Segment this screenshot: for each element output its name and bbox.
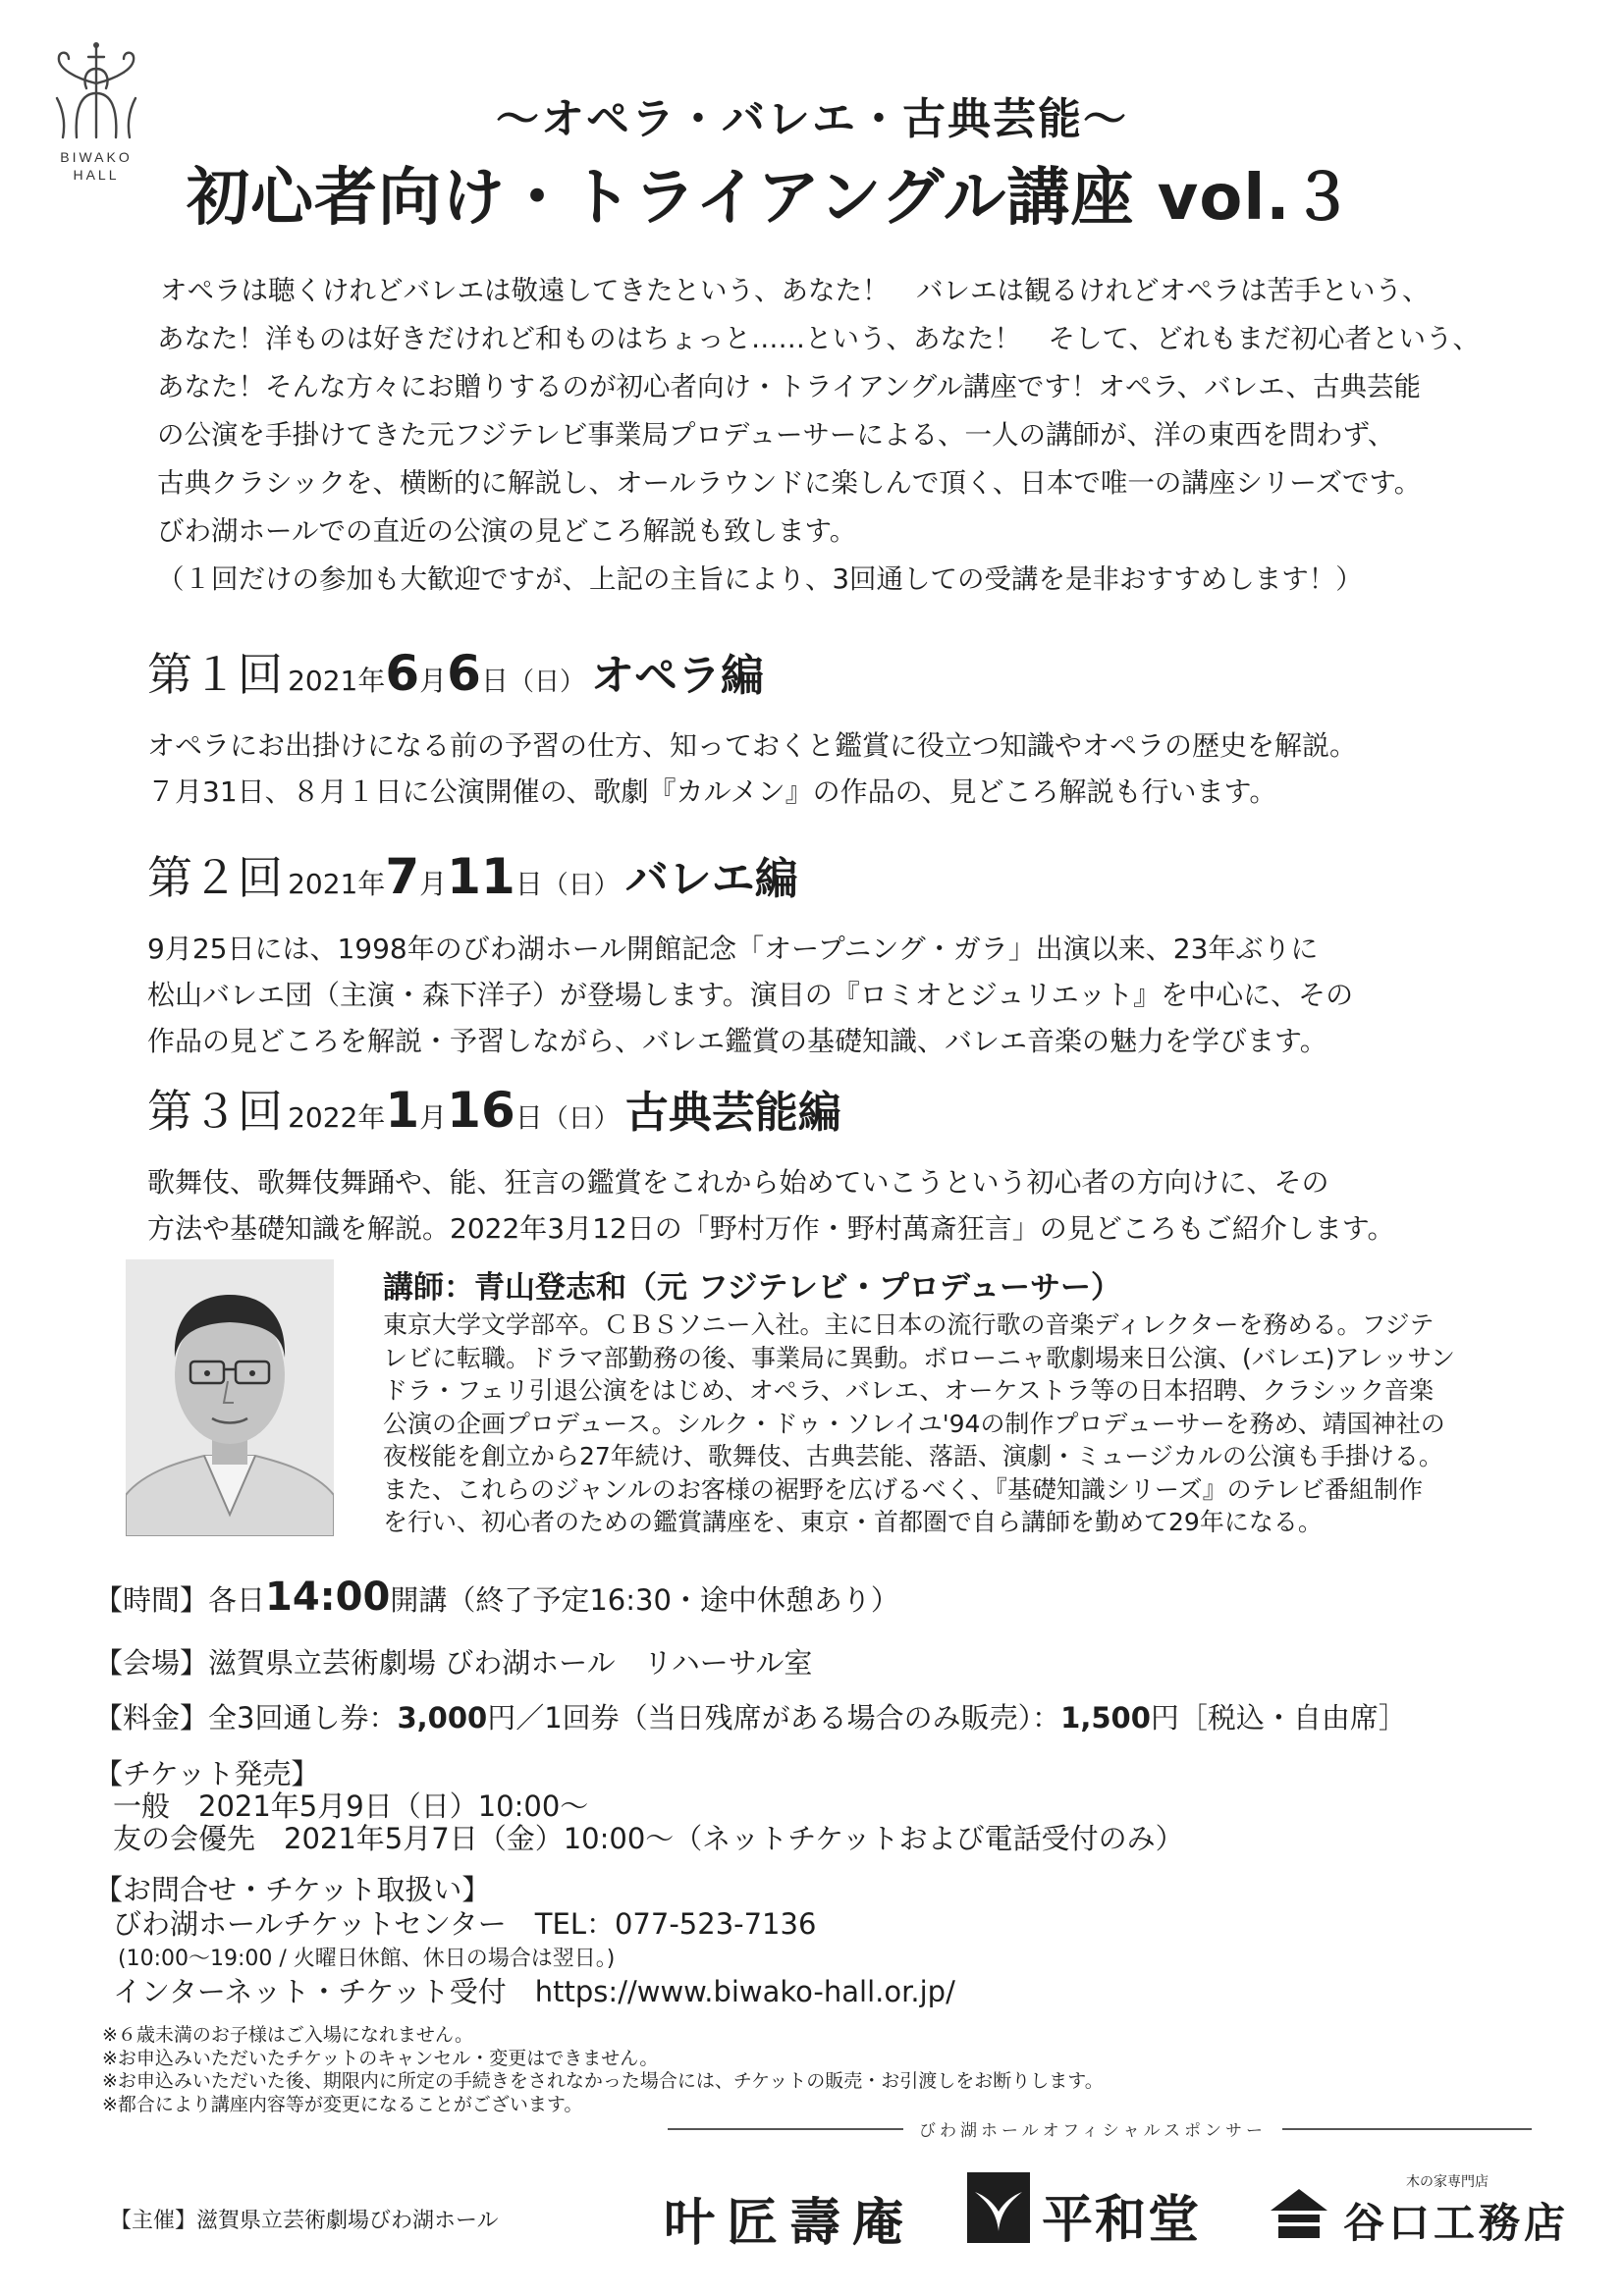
session-month: 6: [385, 645, 420, 702]
session-label-suffix: 回: [238, 648, 283, 701]
info-time: [94, 1575, 899, 1620]
session-year: 2022年: [288, 1101, 386, 1134]
session-1-heading: [147, 644, 764, 715]
session-3-body: [147, 1159, 1522, 1252]
session-weekday: （日）: [508, 667, 585, 697]
page-title: 初心者向け・トライアングル講座 vol.３: [187, 162, 1355, 235]
session-body-line: 9月25日には、1998年のびわ湖ホール開館記念「オープニング・ガラ」出演以来、23年ぶりに: [147, 933, 1319, 965]
heiwado-text: 平和堂: [1042, 2191, 1202, 2250]
session-2-heading: [147, 847, 798, 918]
lecturer-name: 講師：青山登志和（元 フジテレビ・プロデューサー）: [383, 1270, 1121, 1306]
lecturer-bio-line: を行い、初心者のための鑑賞講座を、東京・首都圏で自ら講師を勤めて29年になる。: [383, 1508, 1323, 1536]
note-line: ※都合により講座内容等が変更になることがございます。: [102, 2093, 583, 2115]
sponsor-label: びわ湖ホールオフィシャルスポンサー: [903, 2116, 1282, 2141]
session-body-line: 歌舞伎、歌舞伎舞踊や、能、狂言の鑑賞をこれから始めていこうという初心者の方向けに、その: [147, 1166, 1329, 1199]
session-day: 11: [447, 848, 515, 905]
time-label: 【時間】各日: [94, 1583, 266, 1617]
contact-center: びわ湖ホールチケットセンター TEL：077-523-7136: [113, 1907, 817, 1941]
time-value: 14:00: [265, 1575, 391, 1620]
intro-text: [157, 267, 1535, 604]
session-label-prefix: 第: [147, 851, 192, 904]
intro-line: （１回だけの参加も大歓迎ですが、上記の主旨により、3回通しての受講を是非おすすめします！）: [157, 563, 1363, 595]
info-venue: 【会場】滋賀県立芸術劇場 びわ湖ホール リハーサル室: [94, 1646, 813, 1680]
session-weekday: （日）: [542, 871, 620, 900]
session-day-unit: 日: [480, 665, 509, 697]
session-number: ２: [192, 851, 238, 904]
session-genre: 古典芸能編: [624, 1088, 841, 1138]
session-body-line: オペラにお出掛けになる前の予習の仕方、知っておくと鑑賞に役立つ知識やオペラの歴史を解説。: [147, 729, 1358, 762]
session-day: 16: [447, 1082, 515, 1139]
logo-text-biwako: BIWAKO: [60, 149, 133, 165]
fee-mid: 円／1回券（当日残席がある場合のみ販売）：: [487, 1701, 1061, 1735]
ticket-member: 友の会優先 2021年5月7日（金）10:00～（ネットチケットおよび電話受付のみ）: [113, 1822, 1184, 1855]
info-fee: [94, 1696, 1407, 1736]
session-genre: バレエ編: [624, 854, 798, 904]
intro-line: の公演を手掛けてきた元フジテレビ事業局プロデューサーによる、一人の講師が、洋の東西を問わず、: [157, 419, 1395, 451]
session-month: 1: [385, 1082, 420, 1139]
session-label-prefix: 第: [147, 1085, 192, 1138]
lecturer-bio-line: 夜桜能を創立から27年続け、歌舞伎、古典芸能、落語、演劇・ミュージカルの公演も手掛ける。: [383, 1442, 1443, 1470]
notes: [102, 2024, 1104, 2116]
session-number: １: [192, 648, 238, 701]
session-weekday: （日）: [542, 1104, 620, 1134]
session-month: 7: [385, 848, 420, 905]
session-label-suffix: 回: [238, 1085, 283, 1138]
fee-label: 【料金】全3回通し券：: [94, 1701, 398, 1735]
note-line: ※お申込みいただいたチケットのキャンセル・変更はできません。: [102, 2047, 659, 2069]
session-body-line: 方法や基礎知識を解説。2022年3月12日の「野村万作・野村萬斎狂言」の見どころもご紹介します。: [147, 1212, 1395, 1245]
note-line: ※お申込みいただいた後、期限内に所定の手続きをされなかった場合には、チケットの販売・お引渡しをお断りします。: [102, 2070, 1104, 2092]
sponsor-taniguchi: [1269, 2171, 1570, 2247]
lecturer-bio-line: ドラ・フェリ引退公演をはじめ、オペラ、バレエ、オーケストラ等の日本招聘、クラシック音楽: [383, 1376, 1435, 1405]
session-month-unit: 月: [419, 1101, 448, 1134]
session-number: ３: [192, 1085, 238, 1138]
intro-line: びわ湖ホールでの直近の公演の見どころ解説も致します。: [157, 515, 857, 547]
lecturer-portrait-icon: [126, 1259, 334, 1536]
logo-text-hall: HALL: [73, 167, 120, 183]
ticket-general: 一般 2021年5月9日（日）10:00～: [113, 1789, 589, 1823]
session-body-line: ７月31日、８月１日に公演開催の、歌劇『カルメン』の作品の、見どころ解説も行います。: [147, 775, 1277, 808]
lecturer-bio-line: 公演の企画プロデュース。シルク・ドゥ・ソレイユ'94の制作プロデューサーを務め、靖国神社の: [383, 1409, 1445, 1438]
lecturer-bio-line: レビに転職。ドラマ部勤務の後、事業局に異動。ボローニャ歌劇場来日公演、(バレエ)アレッサン: [383, 1343, 1456, 1372]
contact-hours: (10:00～19:00 / 火曜日休館、休日の場合は翌日。): [118, 1947, 616, 1971]
subtitle: ～オペラ・バレエ・古典芸能～: [496, 94, 1128, 144]
intro-line: 古典クラシックを、横断的に解説し、オールラウンドに楽しんで頂く、日本で唯一の講座シリーズです。: [157, 467, 1422, 499]
intro-line: オペラは聴くけれどバレエは敬遠してきたという、あなた！ バレエは観るけれどオペラは苦手という、: [160, 275, 1430, 306]
session-body-line: 作品の見どころを解説・予習しながら、バレエ鑑賞の基礎知識、バレエ音楽の魅力を学びます。: [147, 1025, 1327, 1057]
session-genre: オペラ編: [591, 651, 764, 701]
lecturer-bio-line: 東京大学文学部卒。ＣＢＳソニー入社。主に日本の流行歌の音楽ディレクターを務める。フジテ: [383, 1310, 1435, 1339]
session-month-unit: 月: [419, 665, 448, 697]
heiwado-mark-icon: [967, 2172, 1030, 2243]
note-line: ※６歳未満のお子様はご入場になれません。: [102, 2024, 474, 2046]
session-label-suffix: 回: [238, 851, 283, 904]
taniguchi-tagline: 木の家専門店: [1406, 2174, 1489, 2190]
intro-line: あなた！そんな方々にお贈りするのが初心者向け・トライアングル講座です！オペラ、バレエ、古典芸能: [157, 371, 1421, 402]
taniguchi-text: 谷口工務店: [1343, 2199, 1570, 2247]
lecturer-photo: [126, 1259, 334, 1536]
session-1-body: [147, 722, 1522, 815]
session-year: 2021年: [288, 665, 386, 697]
session-label-prefix: 第: [147, 648, 192, 701]
session-year: 2021年: [288, 868, 386, 900]
sponsor-kanou-shoujuan: 叶匠壽庵: [664, 2193, 916, 2253]
session-day-unit: 日: [514, 1101, 543, 1134]
time-rest: 開講（終了予定16:30・途中休憩あり）: [390, 1583, 899, 1617]
fee-full: 3,000: [397, 1701, 488, 1735]
organizer: 【主催】滋賀県立芸術劇場びわ湖ホール: [110, 2209, 499, 2233]
contact-web[interactable]: インターネット・チケット受付 https://www.biwako-hall.or.jp/: [113, 1975, 955, 2008]
session-2-body: [147, 926, 1522, 1064]
lecturer-bio: [383, 1308, 1542, 1539]
session-3-heading: [147, 1081, 841, 1151]
session-day-unit: 日: [514, 868, 543, 900]
house-icon: [1269, 2185, 1329, 2242]
session-month-unit: 月: [419, 868, 448, 900]
fee-rest: 円［税込・自由席］: [1150, 1701, 1407, 1735]
intro-line: あなた！洋ものは好きだけれど和ものはちょっと……という、あなた！ そして、どれもまだ初心者という、: [157, 323, 1480, 354]
ticket-heading: 【チケット発売】: [94, 1757, 320, 1790]
session-body-line: 松山バレエ団（主演・森下洋子）が登場します。演目の『ロミオとジュリエット』を中心に、その: [147, 979, 1354, 1011]
fee-single: 1,500: [1060, 1701, 1151, 1735]
contact-heading: 【お問合せ・チケット取扱い】: [94, 1873, 491, 1906]
lecturer-bio-line: また、これらのジャンルのお客様の裾野を広げるべく、『基礎知識シリーズ』のテレビ番組制作: [383, 1474, 1424, 1504]
session-day: 6: [447, 645, 481, 702]
